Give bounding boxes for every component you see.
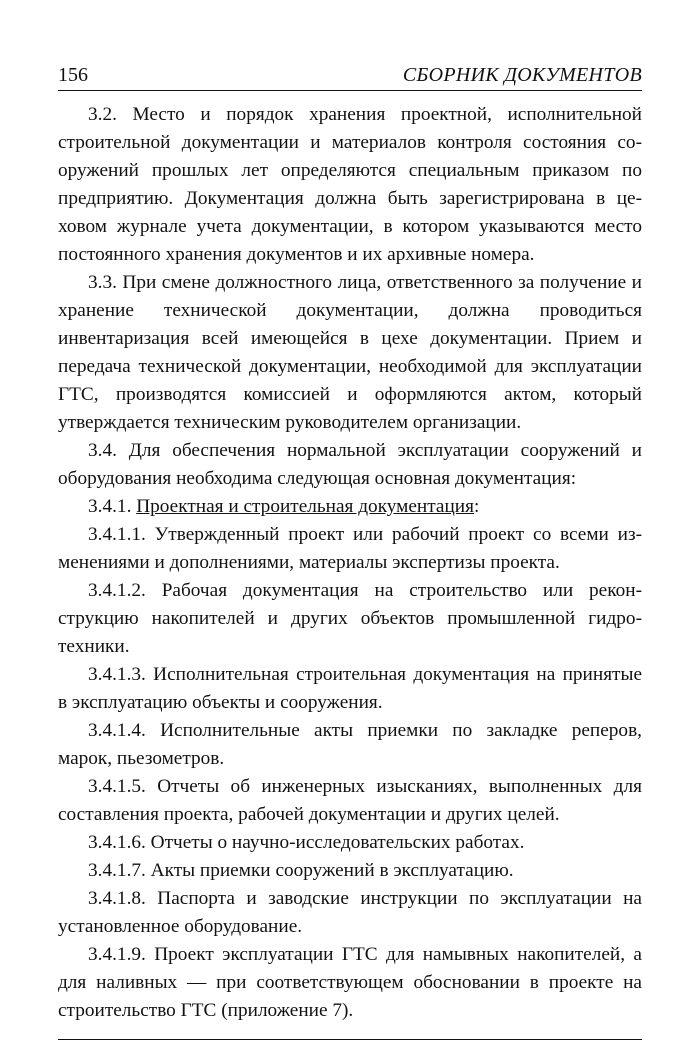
list-item-3-4-1-4: 3.4.1.4. Исполнительные акты приемки по закладке реперов, марок, пьезометров. <box>58 720 642 769</box>
page-body <box>58 101 642 1025</box>
list-item-3-4-1-5: 3.4.1.5. Отчеты об инженерных изысканиях, выполненных для составления проекта, рабочей документации и других целей. <box>58 776 642 825</box>
list-item-3-4-1-6: 3.4.1.6. Отчеты о научно-исследовательских работах. <box>88 832 525 853</box>
paragraph-3-2: 3.2. Место и порядок хранения проектной, исполнительной строительной документации и материалов контроля состояния сооружений прошлых лет определяются специальным приказом по предприятию. Документация должна быть зарегистрирована в цеховом журнале учета документации, в котором указываются место постоянного хранения документов и их архивные номера. <box>58 104 642 265</box>
page-number: 156 <box>58 64 88 86</box>
section-heading-underlined: Проектная и строительная документация <box>136 496 474 517</box>
page-header <box>58 64 642 91</box>
list-item-3-4-1-2: 3.4.1.2. Рабочая документация на строительство или реконструкцию накопителей и других объектов промышленной гидротехники. <box>58 580 642 657</box>
document-page <box>58 64 642 1040</box>
list-item-3-4-1-3: 3.4.1.3. Исполнительная строительная документация на принятые в эксплуатацию объекты и сооружения. <box>58 664 642 713</box>
list-item-3-4-1-9: 3.4.1.9. Проект эксплуатации ГТС для намывных накопителей, а для наливных — при соответствующем обосновании в проекте на строительство ГТС (приложение 7). <box>58 944 642 1021</box>
item-number: 3.4.1. <box>88 496 132 517</box>
paragraph-3-4-1 <box>58 493 642 521</box>
paragraph-3-3: 3.3. При смене должностного лица, ответственного за получение и хранение технической документации, должна проводиться инвентаризация всей имеющейся в цехе документации. Прием и передача технической документации, необходимой для эксплуатации ГТС, производятся комиссией и оформляются актом, который утверждается техническим руководителем организации. <box>58 272 642 433</box>
running-title: СБОРНИК ДОКУМЕНТОВ <box>402 64 642 86</box>
list-item-3-4-1-1: 3.4.1.1. Утвержденный проект или рабочий проект со всеми изменениями и дополнениями, материалы экспертизы проекта. <box>58 524 642 573</box>
paragraph-3-4: 3.4. Для обеспечения нормальной эксплуатации сооружений и оборудования необходима следующая основная документация: <box>58 440 642 489</box>
list-item-3-4-1-8: 3.4.1.8. Паспорта и заводские инструкции по эксплуатации на установленное оборудование. <box>58 888 642 937</box>
heading-colon: : <box>473 496 480 517</box>
list-item-3-4-1-7: 3.4.1.7. Акты приемки сооружений в эксплуатацию. <box>88 860 514 881</box>
